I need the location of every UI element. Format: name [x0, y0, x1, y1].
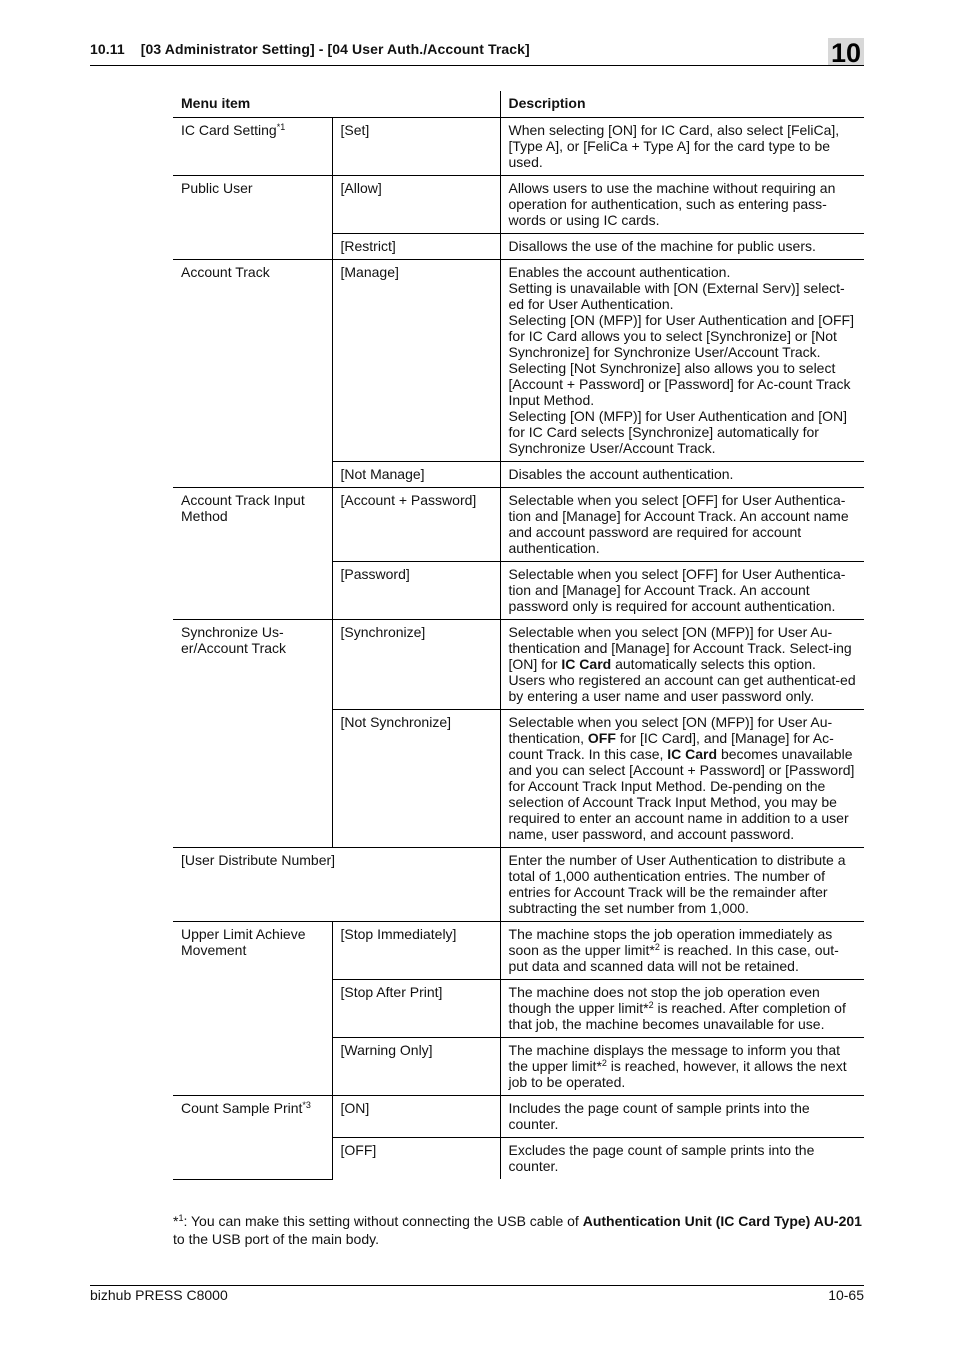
header-divider	[90, 65, 864, 66]
description: Excludes the page count of sample prints into the counter.	[500, 1138, 864, 1180]
menu-item: Public User	[173, 176, 332, 260]
section-heading	[90, 41, 530, 57]
chapter-badge: 10	[828, 38, 864, 65]
description: Enables the account authentication. Setting is unavailable with [ON (External Serv)] select-ed for User Authentication. Selecting [ON (MFP)] for User Authentication and [OFF] for IC Card allows you to select [Synchronize] or [Not Synchronize] for Synchronize User/Account Track. Selecting [Not Synchronize] also allows you to select [Account + Password] or [Password] for Ac-count Track Input Method. Selecting [ON (MFP)] for User Authentication and [ON] for IC Card selects [Synchronize] automatically for Synchronize User/Account Track.	[500, 260, 864, 462]
option: [Not Manage]	[332, 462, 500, 488]
table-row	[173, 260, 864, 462]
option: [Allow]	[332, 176, 500, 234]
description: The machine does not stop the job operation even though the upper limit*$^2$ is reached. After completion of that job, the machine becomes unavailable for use.	[500, 980, 864, 1038]
option: [Set]	[332, 118, 500, 176]
description: Includes the page count of sample prints into the counter.	[500, 1096, 864, 1138]
description: The machine stops the job operation immediately as soon as the upper limit*$^2$ is reached. In this case, out-put data and scanned data will not be retained.	[500, 922, 864, 980]
menu-item: Upper Limit Achieve Movement	[173, 922, 332, 1096]
option: [OFF]	[332, 1138, 500, 1180]
section-number: 10.11	[90, 41, 125, 57]
table-row	[173, 848, 864, 922]
table-row	[173, 922, 864, 980]
description: Disallows the use of the machine for public users.	[500, 234, 864, 260]
option: [Restrict]	[332, 234, 500, 260]
section-title: [03 Administrator Setting] - [04 User Auth./Account Track]	[140, 41, 530, 57]
footer-product-name: bizhub PRESS C8000	[90, 1287, 228, 1303]
description: When selecting [ON] for IC Card, also select [FeliCa], [Type A], or [FeliCa + Type A] for the card type to be used.	[500, 118, 864, 176]
table-row	[173, 176, 864, 234]
option: [Not Synchronize]	[332, 710, 500, 848]
table-header-row	[173, 91, 864, 118]
column-header-menu-item: Menu item	[173, 91, 500, 118]
menu-item: Synchronize Us-er/Account Track	[173, 620, 332, 848]
option: [Synchronize]	[332, 620, 500, 710]
option: [Password]	[332, 562, 500, 620]
table-row	[173, 620, 864, 710]
footer-divider	[90, 1285, 864, 1286]
table-row	[173, 118, 864, 176]
option: [Manage]	[332, 260, 500, 462]
description: Selectable when you select [OFF] for User Authentica-tion and [Manage] for Account Track. An account password only is required for account authentication.	[500, 562, 864, 620]
description: The machine displays the message to inform you that the upper limit*$^2$ is reached, however, it allows the next job to be operated.	[500, 1038, 864, 1096]
option: [Account + Password]	[332, 488, 500, 562]
description: Selectable when you select [OFF] for User Authentica-tion and [Manage] for Account Track. An account name and account password are required for account authentication.	[500, 488, 864, 562]
description: Enter the number of User Authentication to distribute a total of 1,000 authentication entries. The number of entries for Account Track will be the remainder after subtracting the set number from 1,000.	[500, 848, 864, 922]
menu-item: Count Sample Print$^{*3}$	[173, 1096, 332, 1180]
menu-item: Account Track	[173, 260, 332, 488]
menu-table	[173, 91, 864, 1180]
menu-item: Account Track Input Method	[173, 488, 332, 620]
table-row	[173, 1096, 864, 1138]
footnote: *$^1$: You can make this setting without connecting the USB cable of Authentication Unit (IC Card Type) AU-201 to the USB port of the main body.	[173, 1213, 862, 1247]
menu-item: [User Distribute Number]	[173, 848, 500, 922]
option: [Stop After Print]	[332, 980, 500, 1038]
option: [ON]	[332, 1096, 500, 1138]
description: Allows users to use the machine without requiring an operation for authentication, such as entering pass-words or using IC cards.	[500, 176, 864, 234]
option: [Stop Immediately]	[332, 922, 500, 980]
table-row	[173, 488, 864, 562]
menu-item: IC Card Setting$^{*1}$	[173, 118, 332, 176]
footer-page-number: 10-65	[828, 1287, 864, 1303]
option: [Warning Only]	[332, 1038, 500, 1096]
description: Disables the account authentication.	[500, 462, 864, 488]
description: Selectable when you select [ON (MFP)] for User Au-thentication, OFF for [IC Card], and [Manage] for Ac-count Track. In this case, IC Card becomes unavailable and you can select [Account + Password] or [Password] for Account Track Input Method. De-pending on the selection of Account Track Input Method, you may be required to enter an account name in addition to a user name, user password, and account password.	[500, 710, 864, 848]
description: Selectable when you select [ON (MFP)] for User Au-thentication and [Manage] for Account Track. Select-ing [ON] for IC Card automatically selects this option. Users who registered an account can get authenticat-ed by entering a user name and user password only.	[500, 620, 864, 710]
column-header-description: Description	[500, 91, 864, 118]
